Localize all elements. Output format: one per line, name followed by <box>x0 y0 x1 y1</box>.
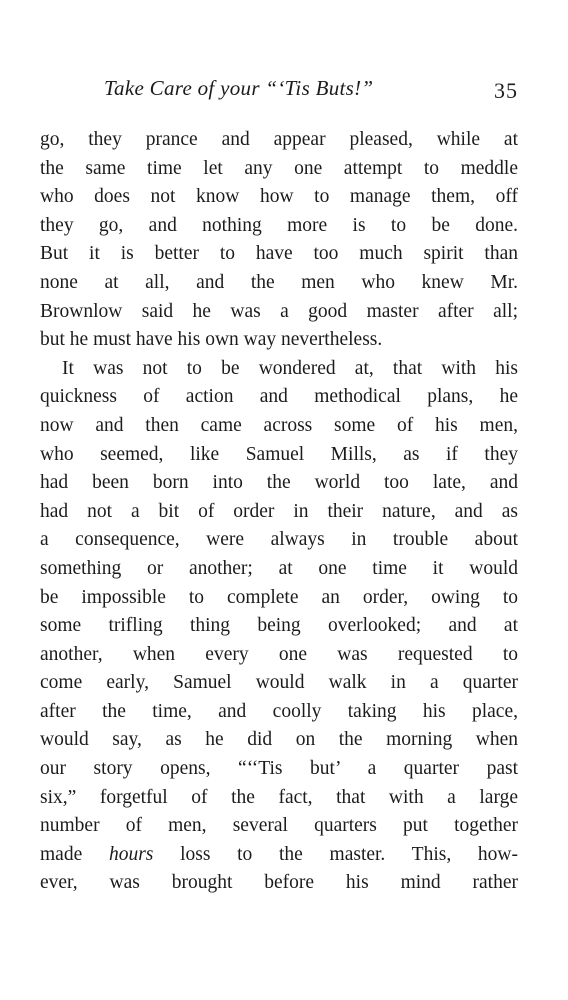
paragraph-1 <box>40 126 518 355</box>
text-line: after the time, and coolly taking his place, <box>40 700 518 722</box>
text-line <box>40 841 518 870</box>
text-segment: made <box>40 843 109 865</box>
page-number: 35 <box>494 78 518 103</box>
running-title: Take Care of your “‘Tis Buts!” <box>104 76 374 100</box>
text-line: but he must have his own way nevertheless. <box>40 329 383 351</box>
text-line: our story opens, “‘‘Tis but’ a quarter past <box>40 758 518 780</box>
text-line: would say, as he did on the morning when <box>40 729 518 751</box>
text-line: who seemed, like Samuel Mills, as if they <box>40 443 518 465</box>
emphasis-word: hours <box>108 843 154 865</box>
text-line: six,” forgetful of the fact, that with a large <box>40 786 518 808</box>
text-line: had been born into the world too late, and <box>40 472 518 494</box>
text-line: now and then came across some of his men, <box>40 414 518 436</box>
running-header <box>40 76 518 108</box>
text-line: come early, Samuel would walk in a quarter <box>40 672 518 694</box>
text-line: a consequence, were always in trouble about <box>40 529 518 551</box>
text-line: number of men, several quarters put together <box>40 815 518 837</box>
text-line: ever, was brought before his mind rather <box>40 872 518 894</box>
text-line: some trifling thing being overlooked; and at <box>40 615 518 637</box>
text-line: be impossible to complete an order, owing to <box>40 586 518 608</box>
text-line: who does not know how to manage them, off <box>40 186 518 208</box>
text-line: go, they prance and appear pleased, while at <box>40 129 518 150</box>
text-line: another, when every one was requested to <box>40 643 518 665</box>
text-line: But it is better to have too much spirit than <box>40 243 518 265</box>
paragraph-2 <box>40 355 518 898</box>
text-line: none at all, and the men who knew Mr. <box>40 271 518 293</box>
text-line: the same time let any one attempt to meddle <box>40 157 518 179</box>
text-line: something or another; at one time it would <box>40 557 518 579</box>
text-segment: loss to the master. This, how- <box>153 843 518 865</box>
body-text <box>40 126 518 898</box>
text-line: they go, and nothing more is to be done. <box>40 214 518 236</box>
text-line: had not a bit of order in their nature, and as <box>40 500 518 522</box>
text-line: quickness of action and methodical plans, he <box>40 386 518 408</box>
text-line: Brownlow said he was a good master after all; <box>40 300 518 322</box>
text-line: It was not to be wondered at, that with his <box>62 357 518 379</box>
